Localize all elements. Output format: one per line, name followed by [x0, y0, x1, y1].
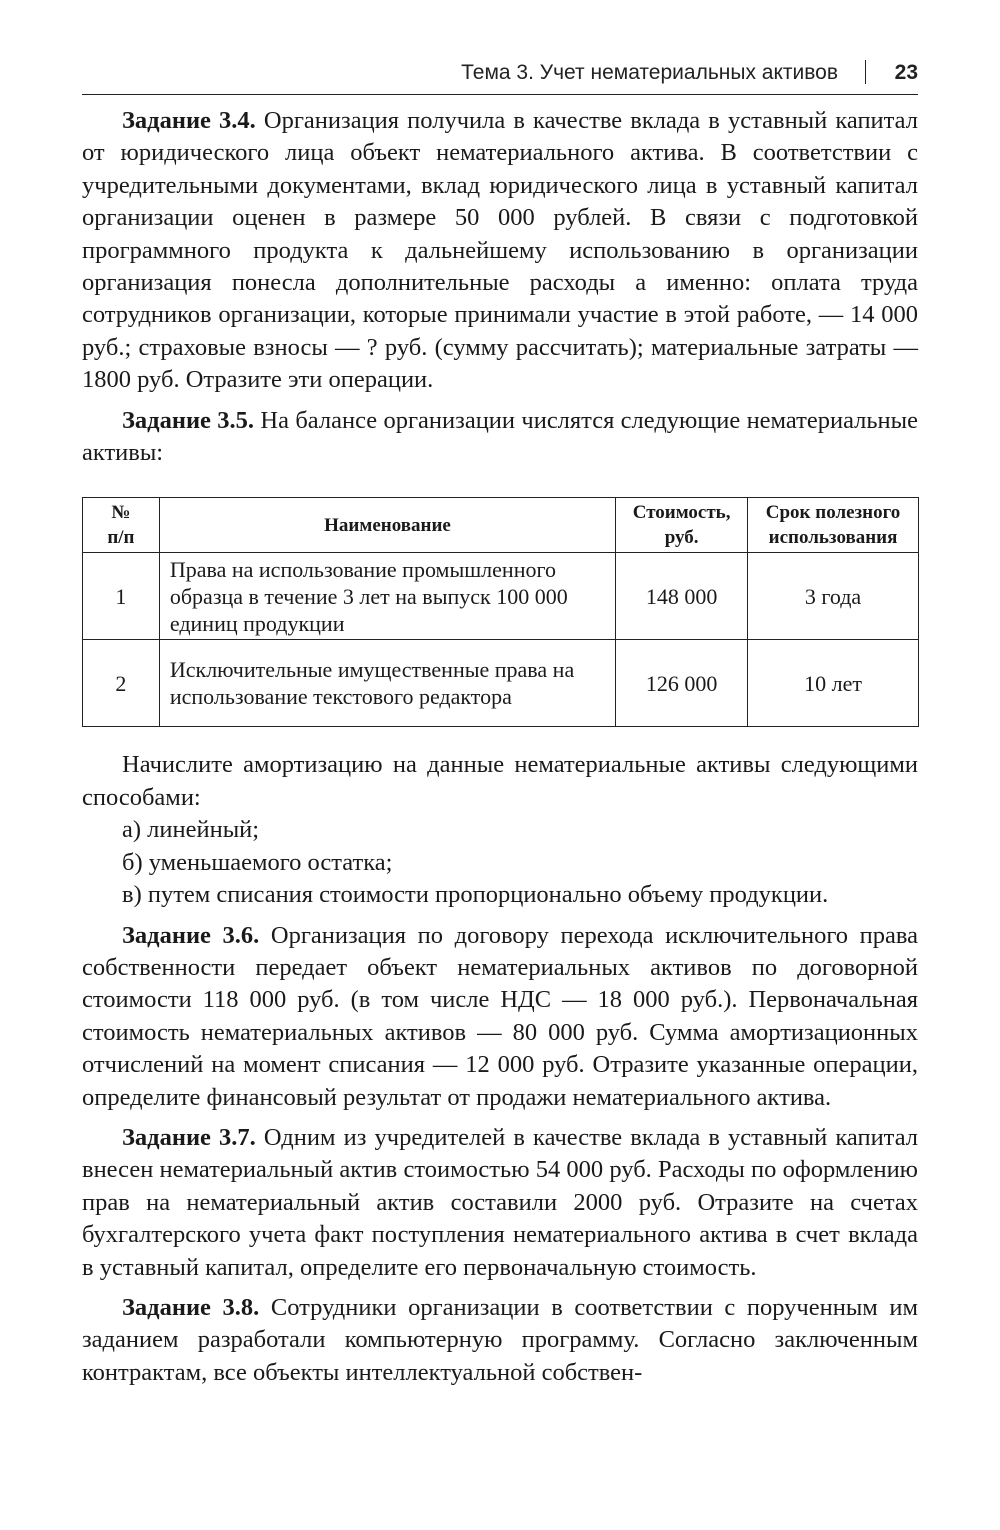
header-separator — [865, 60, 866, 84]
header-name: Наименование — [159, 498, 615, 553]
task-3-4-label: Задание 3.4. — [122, 107, 256, 134]
task-3-8 — [82, 1292, 918, 1389]
task-3-7-label: Задание 3.7. — [122, 1123, 256, 1151]
task-3-4 — [82, 105, 918, 397]
task-3-8-text: Сотрудники организации в соответствии с порученным им заданием разработали компьютерную программу. Согласно заключенным контрактам, все объекты интеллектуальной собствен- — [82, 1293, 918, 1386]
running-header — [82, 58, 918, 95]
list-item: а) линейный; — [122, 816, 260, 844]
header-useful-life: Срок полезного использования — [748, 498, 919, 553]
table-row — [83, 553, 919, 640]
cell-name: Исключительные имущественные права на использование текстового редактора — [159, 640, 615, 727]
cell-cost: 148 000 — [616, 553, 748, 640]
task-3-7-text: Одним из учредителей в качестве вклада в уставный капитал внесен нематериальный актив стоимостью 54 000 руб. Расходы по оформлению прав на нематериальный актив составили 2000 руб. Отразите на счетах бухгалтерского учета факт поступления нематериального актива в счет вклада в уставный капитал, определите его первоначальную стоимость. — [82, 1123, 919, 1281]
header-cost: Стоимость, руб. — [616, 498, 748, 553]
task-3-6 — [82, 920, 918, 1114]
task-3-5 — [82, 405, 918, 470]
cell-number: 2 — [83, 640, 160, 727]
header-number: № п/п — [83, 498, 160, 553]
task-3-8-label: Задание 3.8. — [122, 1293, 260, 1321]
list-item: б) уменьшаемого остатка; — [122, 848, 393, 876]
page-content — [82, 105, 918, 1389]
task-3-7 — [82, 1122, 918, 1284]
task-3-5-label: Задание 3.5. — [122, 406, 255, 434]
cell-cost: 126 000 — [616, 640, 748, 727]
task-3-5-text: На балансе организации числятся следующие нематериальные активы: — [82, 406, 919, 467]
intangible-assets-table — [82, 497, 919, 727]
task-3-6-label: Задание 3.6. — [122, 921, 260, 949]
table-header-row — [83, 498, 919, 553]
cell-useful-life: 3 года — [748, 553, 919, 640]
amortization-intro: Начислите амортизацию на данные нематериальные активы следующими способами: — [82, 751, 918, 811]
cell-name: Права на использование промышленного образца в течение 3 лет на выпуск 100 000 единиц продукции — [159, 553, 615, 640]
running-title: Тема 3. Учет нематериальных активов — [461, 61, 838, 84]
cell-number: 1 — [83, 553, 160, 640]
page-number: 23 — [894, 61, 918, 84]
table-row — [83, 640, 919, 727]
list-item: в) путем списания стоимости пропорционально объему продукции. — [122, 881, 829, 909]
task-3-6-text: Организация по договору перехода исключительного права собственности передает объект нематериальных активов по договорной стоимости 118 000 руб. (в том числе НДС — 18 000 руб.). Первоначальная стоимость нематериальных активов — 80 000 руб. Сумма амортизационных отчислений на момент списания — 12 000 руб. Отразите указанные операции, определите финансовый результат от продажи нематериального актива. — [82, 921, 918, 1111]
cell-useful-life: 10 лет — [748, 640, 919, 727]
task-3-4-text: Организация получила в качестве вклада в уставный капитал от юридического лица объект нематериального актива. В соответствии с учредительными документами, вклад юридического лица в уставный капитал организации оценен в размере 50 000 рублей. В связи с подготовкой программного продукта к дальнейшему использованию в организации организация понесла дополнительные расходы а именно: оплата труда сотрудников организации, которые принимали участие в этой работе, — 14 000 руб.; страховые взносы — ? руб. (сумму рассчитать); материальные затраты — 1800 руб. Отразите эти операции. — [82, 107, 918, 394]
